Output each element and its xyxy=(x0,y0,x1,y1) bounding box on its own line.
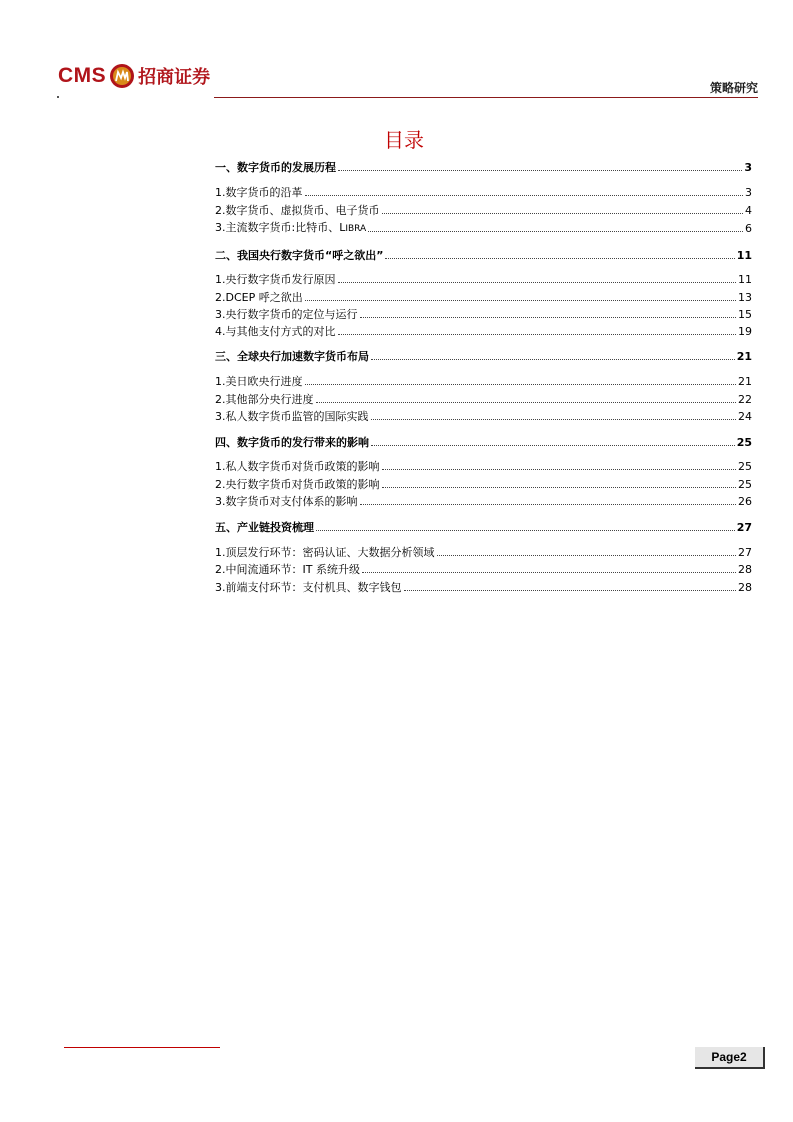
toc-page-number: 22 xyxy=(738,393,752,406)
toc-entry-text: 1.数字货币的沿革 xyxy=(215,186,303,199)
logo-chinese-text: 招商证券 xyxy=(138,67,211,88)
toc-entry-text: 2.中间流通环节：IT 系统升级 xyxy=(215,563,360,576)
dot-leader xyxy=(385,258,734,259)
toc-page-number: 26 xyxy=(738,495,752,508)
toc-page-number: 28 xyxy=(738,563,752,576)
dot-leader xyxy=(362,572,736,573)
dot-leader xyxy=(371,419,737,420)
header-dot xyxy=(57,96,59,98)
dot-leader xyxy=(305,384,737,385)
toc-section[interactable] xyxy=(215,434,752,450)
dot-leader xyxy=(360,317,737,318)
company-logo xyxy=(58,63,210,89)
dot-leader xyxy=(338,282,737,283)
dot-leader xyxy=(305,300,736,301)
toc-item[interactable] xyxy=(215,202,752,218)
toc-section[interactable] xyxy=(215,519,752,535)
header-divider xyxy=(214,97,758,98)
toc-item[interactable] xyxy=(215,458,752,474)
toc-entry-text: 三、全球央行加速数字货币布局 xyxy=(215,350,369,363)
toc-item[interactable] xyxy=(215,493,752,509)
toc-page-number: 25 xyxy=(736,436,752,449)
toc-page-number: 25 xyxy=(738,460,752,473)
toc-entry-text: 2.其他部分央行进度 xyxy=(215,393,314,406)
toc-page-number: 21 xyxy=(738,375,752,388)
logo-latin-text: CMS xyxy=(58,64,107,87)
toc-entry-text: 1.美日欧央行进度 xyxy=(215,375,303,388)
toc-section[interactable] xyxy=(215,348,752,364)
toc-page-number: 15 xyxy=(738,308,752,321)
toc-item[interactable] xyxy=(215,579,752,595)
toc-item[interactable] xyxy=(215,476,752,492)
toc-page-number: 11 xyxy=(738,273,752,286)
dot-leader xyxy=(316,402,737,403)
toc-page-number: 25 xyxy=(738,478,752,491)
toc-title: 目录 xyxy=(384,128,424,152)
toc-item[interactable] xyxy=(215,184,752,200)
dot-leader xyxy=(338,170,742,171)
small-caps-text: IBRA xyxy=(345,224,367,234)
toc-page-number: 27 xyxy=(736,521,752,534)
toc-page-number: 21 xyxy=(736,350,752,363)
toc-entry-text: 1.私人数字货币对货币政策的影响 xyxy=(215,460,380,473)
toc-page-number: 3 xyxy=(744,161,752,174)
toc-entry-text: 1.顶层发行环节：密码认证、大数据分析领域 xyxy=(215,546,435,559)
toc-entry-text: 3.前端支付环节：支付机具、数字钱包 xyxy=(215,581,402,594)
dot-leader xyxy=(371,445,735,446)
toc-page-number: 24 xyxy=(738,410,752,423)
toc-page-number: 4 xyxy=(745,204,752,217)
toc-page-number: 27 xyxy=(738,546,752,559)
toc-item[interactable] xyxy=(215,408,752,424)
toc-item[interactable] xyxy=(215,271,752,287)
toc-page-number: 13 xyxy=(738,291,752,304)
toc-page-number: 11 xyxy=(736,249,752,262)
toc-entry-text: 2.数字货币、虚拟货币、电子货币 xyxy=(215,204,380,217)
toc-item[interactable] xyxy=(215,391,752,407)
dot-leader xyxy=(338,334,737,335)
toc-item[interactable] xyxy=(215,220,752,236)
toc-entry-text: 3.私人数字货币监管的国际实践 xyxy=(215,410,369,423)
toc-page-number: 6 xyxy=(745,222,752,235)
toc-entry-text: 3.数字货币对支付体系的影响 xyxy=(215,495,358,508)
toc-entry-text: 3.主流数字货币:比特币、LIBRA xyxy=(215,221,367,234)
dot-leader xyxy=(404,590,737,591)
toc-entry-text: 一、数字货币的发展历程 xyxy=(215,161,336,174)
toc-entry-text: 二、我国央行数字货币“呼之欲出” xyxy=(215,249,384,262)
dot-leader xyxy=(368,231,743,232)
toc-item[interactable] xyxy=(215,561,752,577)
page-number-badge: Page2 xyxy=(695,1047,765,1069)
toc-section[interactable] xyxy=(215,247,752,263)
toc-page-number: 19 xyxy=(738,325,752,338)
dot-leader xyxy=(305,195,744,196)
toc-entry-text: 五、产业链投资梳理 xyxy=(215,521,314,534)
report-category: 策略研究 xyxy=(709,81,758,95)
footer-divider xyxy=(64,1047,220,1048)
toc-item[interactable] xyxy=(215,323,752,339)
toc-page-number: 28 xyxy=(738,581,752,594)
dot-leader xyxy=(382,487,737,488)
toc-entry-text: 四、数字货币的发行带来的影响 xyxy=(215,436,369,449)
toc-section[interactable] xyxy=(215,159,752,175)
dot-leader xyxy=(316,530,735,531)
dot-leader xyxy=(382,469,737,470)
dot-leader xyxy=(382,213,744,214)
toc-item[interactable] xyxy=(215,373,752,389)
dot-leader xyxy=(437,555,737,556)
toc-item[interactable] xyxy=(215,544,752,560)
toc-entry-text: 2.央行数字货币对货币政策的影响 xyxy=(215,478,380,491)
logo-emblem-icon xyxy=(109,63,135,89)
toc-item[interactable] xyxy=(215,306,752,322)
dot-leader xyxy=(360,504,737,505)
toc-entry-text: 4.与其他支付方式的对比 xyxy=(215,325,336,338)
toc-page-number: 3 xyxy=(745,186,752,199)
dot-leader xyxy=(371,359,735,360)
toc-item[interactable] xyxy=(215,289,752,305)
toc-entry-text: 2.DCEP 呼之欲出 xyxy=(215,291,303,304)
toc-entry-text: 3.央行数字货币的定位与运行 xyxy=(215,308,358,321)
toc-entry-text: 1.央行数字货币发行原因 xyxy=(215,273,336,286)
